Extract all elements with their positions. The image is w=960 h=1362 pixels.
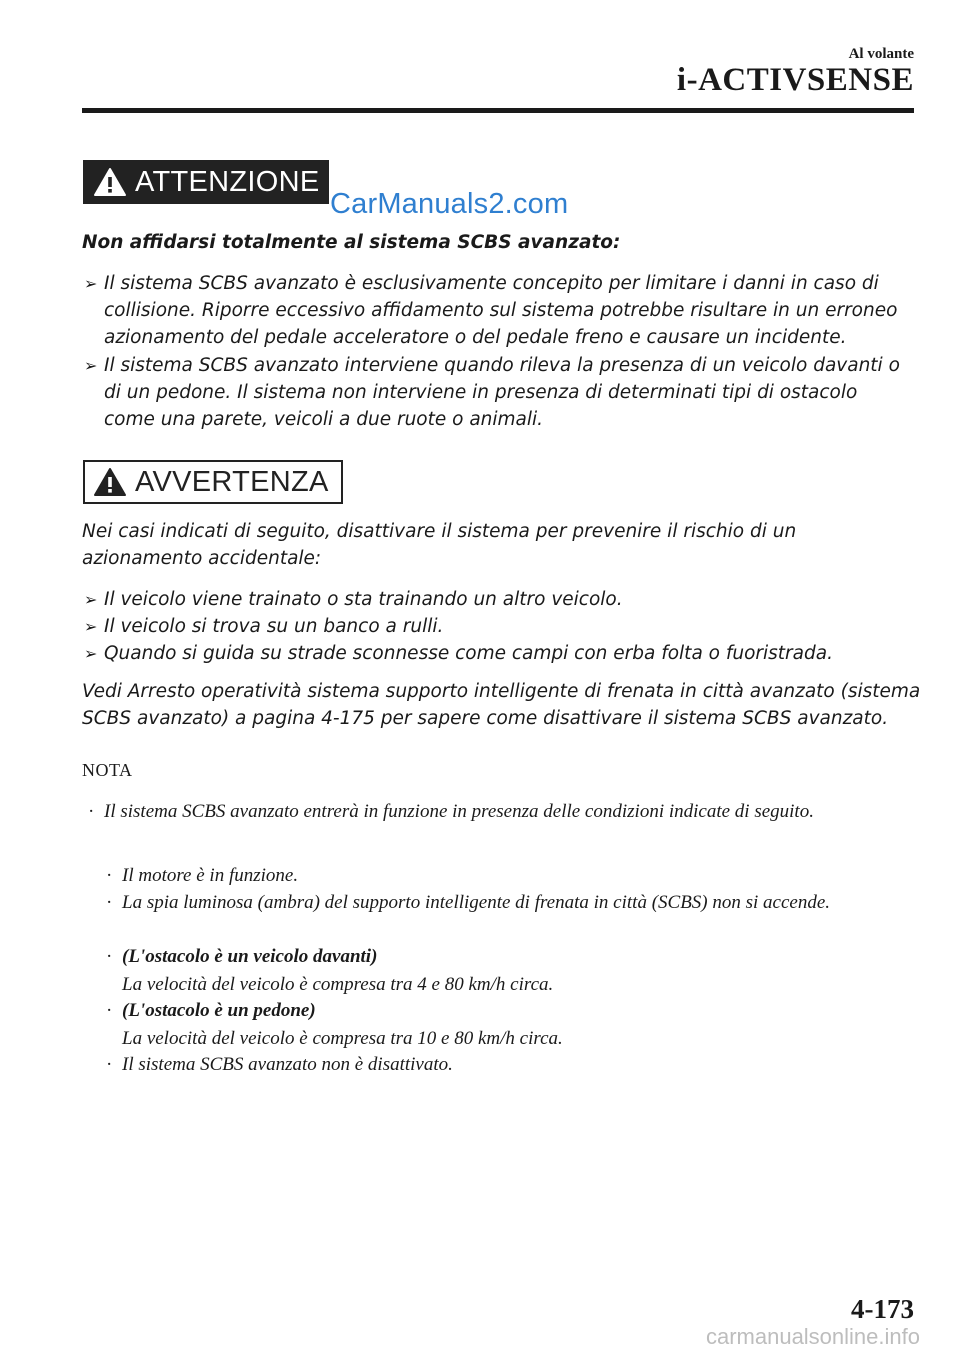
bullet-dot-icon: · (106, 865, 113, 886)
caution-bullet: ➢ Il veicolo viene trainato o sta trainando un altro veicolo. (84, 586, 914, 613)
bullet-dot-icon: · (106, 1054, 113, 1075)
chapter-title: i-ACTIVSENSE (676, 62, 914, 98)
warning-bullet: ➢ Il sistema SCBS avanzato è esclusivamente concepito per limitare i danni in caso di collisione. Riporre eccessivo affidamento sul sistema potrebbe risultare in un erroneo azionamento del pedale acceleratore o del pedale freno e causare un incidente. (84, 270, 914, 351)
header-rule (82, 108, 914, 113)
caution-badge (83, 460, 343, 504)
arrow-bullet-icon: ➢ (84, 617, 98, 636)
bullet-dot-icon: · (106, 892, 113, 913)
note-item-text: La velocità del veicolo è compresa tra 4 e 80 km/h circa. (122, 974, 554, 995)
note-item: · Il motore è in funzione. (106, 862, 906, 890)
arrow-bullet-icon: ➢ (84, 356, 98, 375)
warning-badge (83, 160, 329, 204)
caution-label: AVVERTENZA (135, 465, 329, 498)
warning-triangle-icon (93, 167, 127, 197)
note-main: · Il sistema SCBS avanzato entrerà in funzione in presenza delle condizioni indicate di seguito. (88, 798, 908, 826)
caution-bullet: ➢ Il veicolo si trova su un banco a rulli. (84, 613, 914, 640)
caution-reference: Vedi Arresto operatività sistema supporto intelligente di frenata in città avanzato (sistema SCBS avanzato) a pagina 4-175 per sapere come disattivare il sistema SCBS avanzato. (82, 681, 921, 729)
bullet-dot-icon: · (106, 1000, 113, 1021)
warning-label: ATTENZIONE (135, 165, 320, 198)
arrow-bullet-icon: ➢ (84, 644, 98, 663)
footer-watermark: carmanualsonline.info (705, 1324, 920, 1349)
page-number: 4-173 (851, 1294, 914, 1324)
note-item-heading: (L'ostacolo è un pedone) (122, 1000, 316, 1021)
note-item (106, 943, 906, 999)
section-title: Al volante (848, 46, 914, 62)
bullet-dot-icon: · (106, 946, 113, 967)
arrow-bullet-icon: ➢ (84, 274, 98, 293)
warning-intro: Non affidarsi totalmente al sistema SCBS avanzato: (82, 232, 621, 253)
note-item-heading: (L'ostacolo è un veicolo davanti) (122, 946, 378, 967)
site-watermark: CarManuals2.com (330, 188, 569, 220)
note-item (106, 997, 906, 1053)
bullet-dot-icon: · (88, 801, 95, 822)
arrow-bullet-icon: ➢ (84, 590, 98, 609)
caution-bullet: ➢ Quando si guida su strade sconnesse come campi con erba folta o fuoristrada. (84, 640, 914, 667)
warning-triangle-icon (93, 467, 127, 497)
caution-intro: Nei casi indicati di seguito, disattivare il sistema per prevenire il rischio di un azionamento accidentale: (82, 521, 797, 569)
note-item: · Il sistema SCBS avanzato non è disattivato. (106, 1051, 906, 1079)
warning-bullet: ➢ Il sistema SCBS avanzato interviene quando rileva la presenza di un veicolo davanti o di un pedone. Il sistema non interviene in presenza di determinati tipi di ostacolo come una parete, veicoli a due ruote o animali. (84, 352, 914, 433)
note-item: · La spia luminosa (ambra) del supporto intelligente di frenata in città (SCBS) non si accende. (106, 889, 906, 917)
note-item-text: La velocità del veicolo è compresa tra 10 e 80 km/h circa. (122, 1028, 563, 1049)
note-title: NOTA (82, 760, 133, 780)
